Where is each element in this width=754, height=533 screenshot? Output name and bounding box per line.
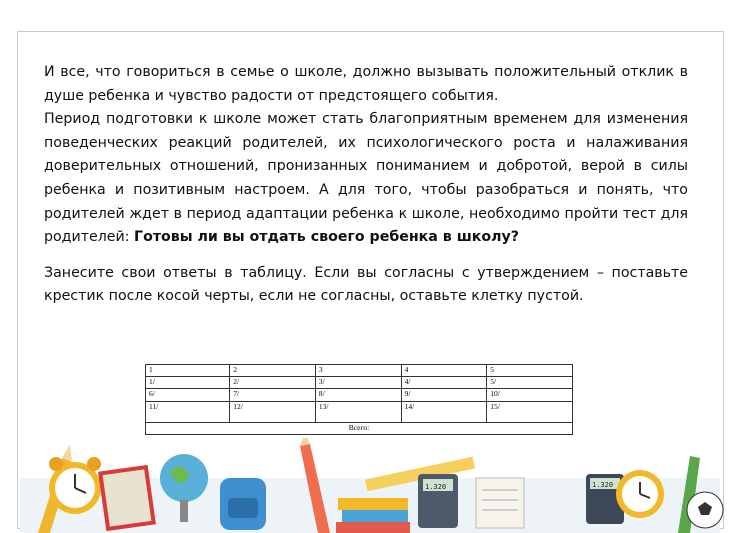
calculator-display: 1.320: [592, 481, 614, 489]
answers-table: [145, 364, 573, 435]
table-header-cell: 3: [315, 365, 401, 377]
books-stack-icon: [336, 498, 410, 533]
table-header-cell: 1: [146, 365, 230, 377]
table-total-row: [146, 422, 573, 434]
intro-text: [44, 61, 688, 309]
answer-cell[interactable]: 4/: [401, 377, 487, 389]
paragraph-2: [44, 108, 688, 250]
total-cell[interactable]: Всего:: [146, 422, 573, 434]
notepad-icon: [476, 478, 524, 528]
ball-icon: [687, 492, 723, 528]
answer-cell[interactable]: 6/: [146, 389, 230, 401]
answer-cell[interactable]: 12/: [230, 401, 316, 422]
answer-cell[interactable]: 3/: [315, 377, 401, 389]
answer-cell[interactable]: 15/: [487, 401, 573, 422]
paragraph-1: И все, что говориться в семье о школе, должно вызывать положительный отклик в душе ребенка и чувство радости от предстоящего события.: [44, 64, 688, 104]
calculator-display: 1.320: [425, 483, 447, 491]
paragraph-2-body: Период подготовки к школе может стать благоприятным временем для изменения поведенческих реакций родителей, их психологического роста и налаживания доверительных отношений, пронизанных пониманием и добротой, верой в силы ребенка и позитивным настроем. А для того, чтобы разобраться и понять, что родителей ждет в период адаптации ребенка к школе, необходимо пройти тест для родителей:: [44, 111, 688, 246]
table-row: [146, 377, 573, 389]
table-row: [146, 389, 573, 401]
answer-cell[interactable]: 13/: [315, 401, 401, 422]
table-row: [146, 401, 573, 422]
backpack-icon: [220, 478, 266, 530]
book-icon: [98, 465, 156, 531]
table-header-cell: 5: [487, 365, 573, 377]
answer-cell[interactable]: 10/: [487, 389, 573, 401]
answer-cell[interactable]: 2/: [230, 377, 316, 389]
test-title: Готовы ли вы отдать своего ребенка в школу?: [134, 229, 520, 246]
table-header-cell: 4: [401, 365, 487, 377]
answer-cell[interactable]: 11/: [146, 401, 230, 422]
answer-cell[interactable]: 9/: [401, 389, 487, 401]
paragraph-instructions: Занесите свои ответы в таблицу. Если вы согласны с утверждением – поставьте крестик после косой черты, если не согласны, оставьте клетку пустой.: [44, 264, 688, 305]
table-header-cell: 2: [230, 365, 316, 377]
alarm-clock-icon: [616, 470, 664, 518]
answer-cell[interactable]: 8/: [315, 389, 401, 401]
table-header-row: [146, 365, 573, 377]
answer-cell[interactable]: 1/: [146, 377, 230, 389]
school-supplies-illustration: [0, 438, 754, 533]
answer-cell[interactable]: 5/: [487, 377, 573, 389]
alarm-clock-icon: [49, 457, 101, 514]
calculator-icon: [418, 474, 458, 528]
answer-cell[interactable]: 14/: [401, 401, 487, 422]
answer-cell[interactable]: 7/: [230, 389, 316, 401]
